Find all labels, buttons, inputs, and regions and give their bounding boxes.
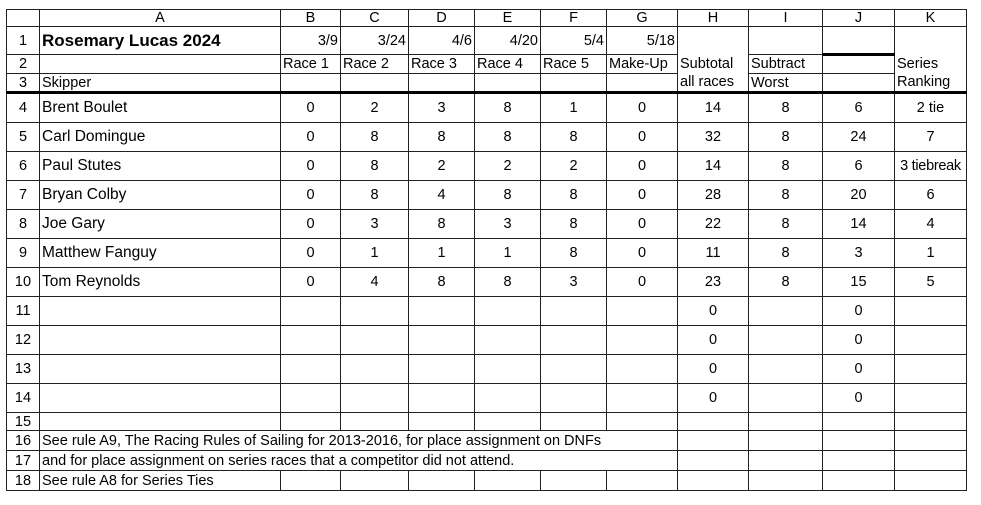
skipper-name-cell[interactable]: Paul Stutes	[40, 152, 281, 181]
worst-cell[interactable]: 8	[749, 93, 823, 123]
row-number[interactable]: 2	[7, 55, 40, 74]
sheet-row	[7, 27, 967, 55]
row-number[interactable]: 7	[7, 181, 40, 210]
date-cell[interactable]: 4/20	[475, 27, 541, 55]
cell[interactable]	[40, 413, 281, 431]
score-cell[interactable]: 1	[341, 239, 409, 268]
cell[interactable]	[678, 431, 749, 451]
cell[interactable]	[281, 471, 341, 491]
net-cell[interactable]: 0	[823, 384, 895, 413]
cell[interactable]	[281, 74, 341, 93]
rank-cell[interactable]: 3 tiebreak	[895, 152, 967, 181]
subtotal-cell[interactable]: 22	[678, 210, 749, 239]
row-number[interactable]: 14	[7, 384, 40, 413]
cell[interactable]	[475, 413, 541, 431]
worst-cell[interactable]: 8	[749, 181, 823, 210]
series-header-cell[interactable]: Ranking	[895, 74, 967, 93]
col-header-d[interactable]: D	[409, 10, 475, 27]
score-cell[interactable]: 2	[409, 152, 475, 181]
score-cell[interactable]: 8	[475, 123, 541, 152]
score-cell[interactable]: 1	[409, 239, 475, 268]
cell[interactable]	[823, 55, 895, 74]
cell[interactable]	[475, 326, 541, 355]
cell[interactable]	[281, 297, 341, 326]
cell[interactable]	[678, 27, 749, 55]
cell[interactable]	[823, 27, 895, 55]
rank-cell[interactable]: 6	[895, 181, 967, 210]
rank-cell[interactable]: 4	[895, 210, 967, 239]
cell[interactable]	[678, 451, 749, 471]
cell[interactable]	[475, 384, 541, 413]
cell[interactable]	[607, 471, 678, 491]
row-number[interactable]: 13	[7, 355, 40, 384]
row-number[interactable]: 12	[7, 326, 40, 355]
cell[interactable]	[341, 74, 409, 93]
corner-cell[interactable]	[7, 10, 40, 27]
score-cell[interactable]: 3	[341, 210, 409, 239]
net-cell[interactable]: 15	[823, 268, 895, 297]
cell[interactable]	[895, 326, 967, 355]
cell[interactable]	[281, 355, 341, 384]
cell[interactable]	[678, 413, 749, 431]
cell[interactable]	[541, 355, 607, 384]
cell[interactable]	[409, 297, 475, 326]
score-cell[interactable]: 8	[341, 123, 409, 152]
score-cell[interactable]: 1	[475, 239, 541, 268]
date-cell[interactable]: 5/18	[607, 27, 678, 55]
skipper-name-cell[interactable]: Joe Gary	[40, 210, 281, 239]
net-cell[interactable]: 0	[823, 326, 895, 355]
sheet-row	[7, 413, 967, 431]
title-cell[interactable]: Rosemary Lucas 2024	[40, 27, 281, 55]
table-row	[7, 152, 967, 181]
col-header-k[interactable]: K	[895, 10, 967, 27]
series-header-cell[interactable]: Series	[895, 55, 967, 74]
race-header-cell[interactable]: Race 3	[409, 55, 475, 74]
cell[interactable]	[281, 413, 341, 431]
rank-cell[interactable]: 2 tie	[895, 93, 967, 123]
score-cell[interactable]: 8	[541, 123, 607, 152]
row-number[interactable]: 5	[7, 123, 40, 152]
cell[interactable]	[475, 471, 541, 491]
cell[interactable]	[40, 355, 281, 384]
row-number[interactable]: 10	[7, 268, 40, 297]
cell[interactable]	[341, 326, 409, 355]
subtract-header-cell[interactable]: Worst	[749, 74, 823, 93]
cell[interactable]	[281, 326, 341, 355]
cell[interactable]	[475, 355, 541, 384]
cell[interactable]	[475, 74, 541, 93]
cell[interactable]	[607, 413, 678, 431]
score-cell[interactable]: 0	[281, 239, 341, 268]
rank-cell[interactable]: 1	[895, 239, 967, 268]
cell[interactable]	[409, 74, 475, 93]
cell[interactable]	[749, 471, 823, 491]
score-cell[interactable]: 0	[607, 268, 678, 297]
cell[interactable]	[475, 297, 541, 326]
row-number[interactable]: 4	[7, 93, 40, 123]
score-cell[interactable]: 4	[341, 268, 409, 297]
subtotal-header-cell[interactable]: Subtotal	[678, 55, 749, 74]
score-cell[interactable]: 2	[341, 93, 409, 123]
cell[interactable]	[895, 431, 967, 451]
note-cell[interactable]: and for place assignment on series races that a competitor did not attend.	[40, 451, 678, 471]
skipper-name-cell[interactable]: Bryan Colby	[40, 181, 281, 210]
cell[interactable]	[409, 355, 475, 384]
cell[interactable]	[607, 384, 678, 413]
score-cell[interactable]: 8	[409, 123, 475, 152]
subtotal-cell[interactable]: 11	[678, 239, 749, 268]
cell[interactable]	[895, 355, 967, 384]
cell[interactable]	[541, 74, 607, 93]
score-cell[interactable]: 3	[541, 268, 607, 297]
score-cell[interactable]: 8	[409, 210, 475, 239]
worst-cell[interactable]: 8	[749, 210, 823, 239]
cell[interactable]	[749, 355, 823, 384]
spreadsheet[interactable]	[6, 9, 967, 491]
col-header-f[interactable]: F	[541, 10, 607, 27]
net-cell[interactable]: 24	[823, 123, 895, 152]
cell[interactable]	[678, 471, 749, 491]
net-cell[interactable]: 20	[823, 181, 895, 210]
cell[interactable]	[823, 431, 895, 451]
score-cell[interactable]: 4	[409, 181, 475, 210]
race-header-cell[interactable]: Race 2	[341, 55, 409, 74]
score-cell[interactable]: 8	[409, 268, 475, 297]
subtotal-cell[interactable]: 28	[678, 181, 749, 210]
cell[interactable]	[40, 384, 281, 413]
score-cell[interactable]: 0	[281, 268, 341, 297]
row-number[interactable]: 17	[7, 451, 40, 471]
score-cell[interactable]: 0	[281, 93, 341, 123]
score-cell[interactable]: 8	[475, 181, 541, 210]
net-cell[interactable]: 3	[823, 239, 895, 268]
skipper-name-cell[interactable]: Carl Domingue	[40, 123, 281, 152]
net-cell[interactable]: 6	[823, 152, 895, 181]
score-cell[interactable]: 8	[475, 93, 541, 123]
cell[interactable]	[607, 297, 678, 326]
skipper-name-cell[interactable]: Tom Reynolds	[40, 268, 281, 297]
table-row	[7, 210, 967, 239]
table-row	[7, 239, 967, 268]
cell[interactable]	[749, 326, 823, 355]
cell[interactable]	[895, 413, 967, 431]
cell[interactable]	[409, 384, 475, 413]
subtotal-cell[interactable]: 0	[678, 355, 749, 384]
score-cell[interactable]: 0	[607, 93, 678, 123]
race-header-cell[interactable]: Race 1	[281, 55, 341, 74]
row-number[interactable]: 6	[7, 152, 40, 181]
skipper-header-cell[interactable]: Skipper	[40, 74, 281, 93]
cell[interactable]	[749, 297, 823, 326]
score-cell[interactable]: 0	[607, 123, 678, 152]
cell[interactable]	[341, 355, 409, 384]
score-cell[interactable]: 2	[541, 152, 607, 181]
table-row	[7, 355, 967, 384]
col-header-c[interactable]: C	[341, 10, 409, 27]
cell[interactable]	[749, 27, 823, 55]
cell[interactable]	[40, 297, 281, 326]
net-cell[interactable]: 0	[823, 297, 895, 326]
cell[interactable]	[823, 74, 895, 93]
cell[interactable]	[541, 471, 607, 491]
cell[interactable]	[40, 55, 281, 74]
score-cell[interactable]: 0	[607, 239, 678, 268]
score-cell[interactable]: 8	[541, 210, 607, 239]
col-header-g[interactable]: G	[607, 10, 678, 27]
cell[interactable]	[40, 326, 281, 355]
row-number[interactable]: 9	[7, 239, 40, 268]
cell[interactable]	[895, 384, 967, 413]
cell[interactable]	[341, 384, 409, 413]
cell[interactable]	[607, 326, 678, 355]
score-cell[interactable]: 8	[475, 268, 541, 297]
cell[interactable]	[541, 326, 607, 355]
table-row	[7, 181, 967, 210]
subtotal-cell[interactable]: 0	[678, 297, 749, 326]
cell[interactable]	[749, 431, 823, 451]
cell[interactable]	[341, 413, 409, 431]
subtotal-cell[interactable]: 14	[678, 93, 749, 123]
cell[interactable]	[895, 451, 967, 471]
table-row	[7, 297, 967, 326]
score-cell[interactable]: 0	[607, 181, 678, 210]
row-number[interactable]: 16	[7, 431, 40, 451]
col-header-i[interactable]: I	[749, 10, 823, 27]
net-cell[interactable]: 14	[823, 210, 895, 239]
table-row	[7, 384, 967, 413]
sheet-row	[7, 55, 967, 74]
score-cell[interactable]: 3	[475, 210, 541, 239]
score-cell[interactable]: 0	[607, 210, 678, 239]
worst-cell[interactable]: 8	[749, 239, 823, 268]
table-row	[7, 268, 967, 297]
col-header-e[interactable]: E	[475, 10, 541, 27]
cell[interactable]	[341, 471, 409, 491]
cell[interactable]	[541, 297, 607, 326]
score-cell[interactable]: 0	[281, 152, 341, 181]
table-row	[7, 326, 967, 355]
score-cell[interactable]: 0	[281, 123, 341, 152]
subtract-header-cell[interactable]: Subtract	[749, 55, 823, 74]
score-cell[interactable]: 0	[607, 152, 678, 181]
cell[interactable]	[541, 413, 607, 431]
score-cell[interactable]: 0	[281, 210, 341, 239]
score-cell[interactable]: 0	[281, 181, 341, 210]
col-header-b[interactable]: B	[281, 10, 341, 27]
race-header-cell[interactable]: Make-Up	[607, 55, 678, 74]
cell[interactable]	[823, 471, 895, 491]
row-number[interactable]: 3	[7, 74, 40, 93]
cell[interactable]	[281, 384, 341, 413]
cell[interactable]	[895, 27, 967, 55]
worst-cell[interactable]: 8	[749, 152, 823, 181]
rank-cell[interactable]: 5	[895, 268, 967, 297]
row-number[interactable]: 8	[7, 210, 40, 239]
row-number[interactable]: 15	[7, 413, 40, 431]
subtotal-header-cell[interactable]: all races	[678, 74, 749, 93]
cell[interactable]	[409, 326, 475, 355]
date-cell[interactable]: 3/9	[281, 27, 341, 55]
sheet-row	[7, 74, 967, 93]
rank-cell[interactable]: 7	[895, 123, 967, 152]
worst-cell[interactable]: 8	[749, 268, 823, 297]
cell[interactable]	[607, 74, 678, 93]
net-cell[interactable]: 0	[823, 355, 895, 384]
score-cell[interactable]: 8	[541, 181, 607, 210]
net-cell[interactable]: 6	[823, 93, 895, 123]
score-cell[interactable]: 2	[475, 152, 541, 181]
worst-cell[interactable]: 8	[749, 123, 823, 152]
subtotal-cell[interactable]: 14	[678, 152, 749, 181]
score-cell[interactable]: 1	[541, 93, 607, 123]
date-cell[interactable]: 4/6	[409, 27, 475, 55]
cell[interactable]	[823, 451, 895, 471]
subtotal-cell[interactable]: 0	[678, 384, 749, 413]
score-cell[interactable]: 8	[541, 239, 607, 268]
skipper-name-cell[interactable]: Matthew Fanguy	[40, 239, 281, 268]
date-cell[interactable]: 3/24	[341, 27, 409, 55]
skipper-name-cell[interactable]: Brent Boulet	[40, 93, 281, 123]
note-cell[interactable]: See rule A8 for Series Ties	[40, 471, 281, 491]
cell[interactable]	[409, 413, 475, 431]
race-header-cell[interactable]: Race 5	[541, 55, 607, 74]
cell[interactable]	[895, 297, 967, 326]
cell[interactable]	[409, 471, 475, 491]
subtotal-cell[interactable]: 0	[678, 326, 749, 355]
score-cell[interactable]: 3	[409, 93, 475, 123]
cell[interactable]	[341, 297, 409, 326]
table-row	[7, 123, 967, 152]
sheet-row	[7, 471, 967, 491]
col-header-a[interactable]: A	[40, 10, 281, 27]
subtotal-cell[interactable]: 32	[678, 123, 749, 152]
cell[interactable]	[895, 471, 967, 491]
cell[interactable]	[541, 384, 607, 413]
cell[interactable]	[823, 413, 895, 431]
subtotal-cell[interactable]: 23	[678, 268, 749, 297]
cell[interactable]	[749, 384, 823, 413]
row-number[interactable]: 18	[7, 471, 40, 491]
col-header-j[interactable]: J	[823, 10, 895, 27]
sheet-row	[7, 451, 967, 471]
race-header-cell[interactable]: Race 4	[475, 55, 541, 74]
cell[interactable]	[749, 413, 823, 431]
table-row	[7, 93, 967, 123]
note-cell[interactable]: See rule A9, The Racing Rules of Sailing for 2013-2016, for place assignment on DNFs	[40, 431, 678, 451]
col-header-h[interactable]: H	[678, 10, 749, 27]
date-cell[interactable]: 5/4	[541, 27, 607, 55]
score-cell[interactable]: 8	[341, 152, 409, 181]
sheet-row	[7, 431, 967, 451]
score-cell[interactable]: 8	[341, 181, 409, 210]
cell[interactable]	[607, 355, 678, 384]
column-header-row	[7, 10, 967, 27]
row-number[interactable]: 1	[7, 27, 40, 55]
row-number[interactable]: 11	[7, 297, 40, 326]
cell[interactable]	[749, 451, 823, 471]
